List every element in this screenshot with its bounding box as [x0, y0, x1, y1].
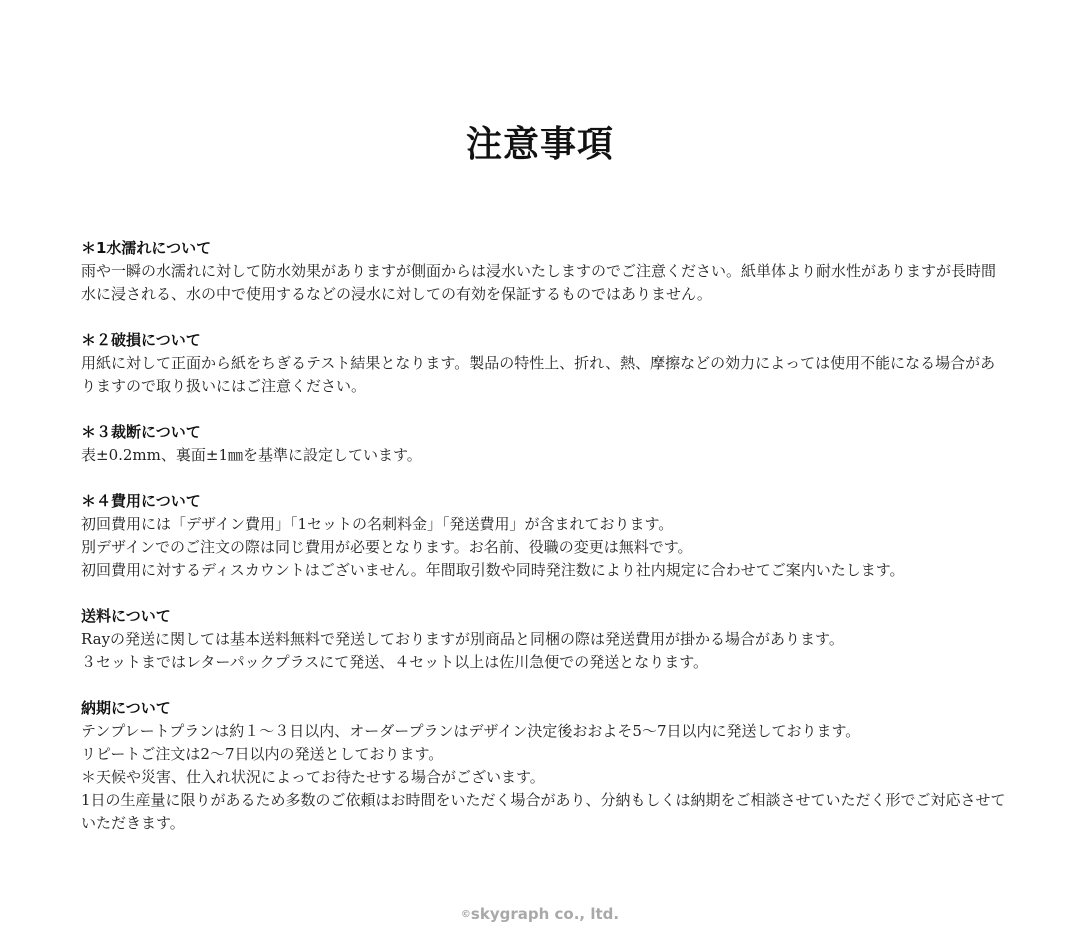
section-text: ＊天候や災害、仕入れ状況によってお待たせする場合がございます。 — [81, 768, 545, 786]
section-text: Rayの発送に関しては基本送料無料で発送しておりますが別商品と同梱の際は発送費用が掛かる場合があります。 — [81, 630, 844, 648]
section-delivery — [81, 697, 1006, 835]
section-damage — [81, 329, 1006, 398]
section-shipping — [81, 605, 1006, 674]
section-text: 別デザインでのご注文の際は同じ費用が必要となります。お名前、役職の変更は無料です。 — [81, 538, 693, 556]
section-text: テンプレートプランは約１～３日以内、オーダープランはデザイン決定後おおよそ5～7日以内に発送しております。 — [81, 722, 861, 740]
section-text: 1日の生産量に限りがあるため多数のご依頼はお時間をいただく場合があり、分納もしくは納期をご相談させていただく形でご対応させていただきます。 — [81, 791, 1006, 832]
section-text: 用紙に対して正面から紙をちぎるテスト結果となります。製品の特性上、折れ、熱、摩擦などの効力によっては使用不能になる場合がありますので取り扱いにはご注意ください。 — [81, 354, 996, 395]
notes-list — [81, 237, 1006, 858]
section-cost — [81, 490, 1006, 582]
section-text: ３セットまではレターパックプラスにて発送、４セット以上は佐川急便での発送となります。 — [81, 653, 709, 671]
section-heading: 送料について — [81, 607, 171, 625]
section-heading: ＊４費用について — [81, 492, 201, 510]
section-cutting — [81, 421, 1006, 467]
section-text: 雨や一瞬の水濡れに対して防水効果がありますが側面からは浸水いたしますのでご注意ください。紙単体より耐水性がありますが長時間水に浸される、水の中で使用するなどの浸水に対しての有効を保証するものではありません。 — [81, 262, 997, 303]
footer-copyright — [0, 903, 1080, 926]
section-text: 表±0.2mm、裏面±1㎜を基準に設定しています。 — [81, 446, 422, 464]
section-text: 初回費用に対するディスカウントはございません。年間取引数や同時発注数により社内規定に合わせてご案内いたします。 — [81, 561, 905, 579]
section-heading: ＊1水濡れについて — [81, 239, 212, 257]
section-heading: 納期について — [81, 699, 171, 717]
section-heading: ＊２破損について — [81, 331, 201, 349]
page-title: 注意事項 — [465, 124, 614, 166]
copyright-symbol: © — [460, 909, 471, 920]
section-water — [81, 237, 1006, 306]
section-heading: ＊３裁断について — [81, 423, 201, 441]
company-name: skygraph co., ltd. — [470, 905, 620, 923]
section-text: 初回費用には「デザイン費用」「1セットの名刺料金」「発送費用」が含まれております。 — [81, 515, 674, 533]
section-text: リピートご注文は2～7日以内の発送としております。 — [81, 745, 444, 763]
